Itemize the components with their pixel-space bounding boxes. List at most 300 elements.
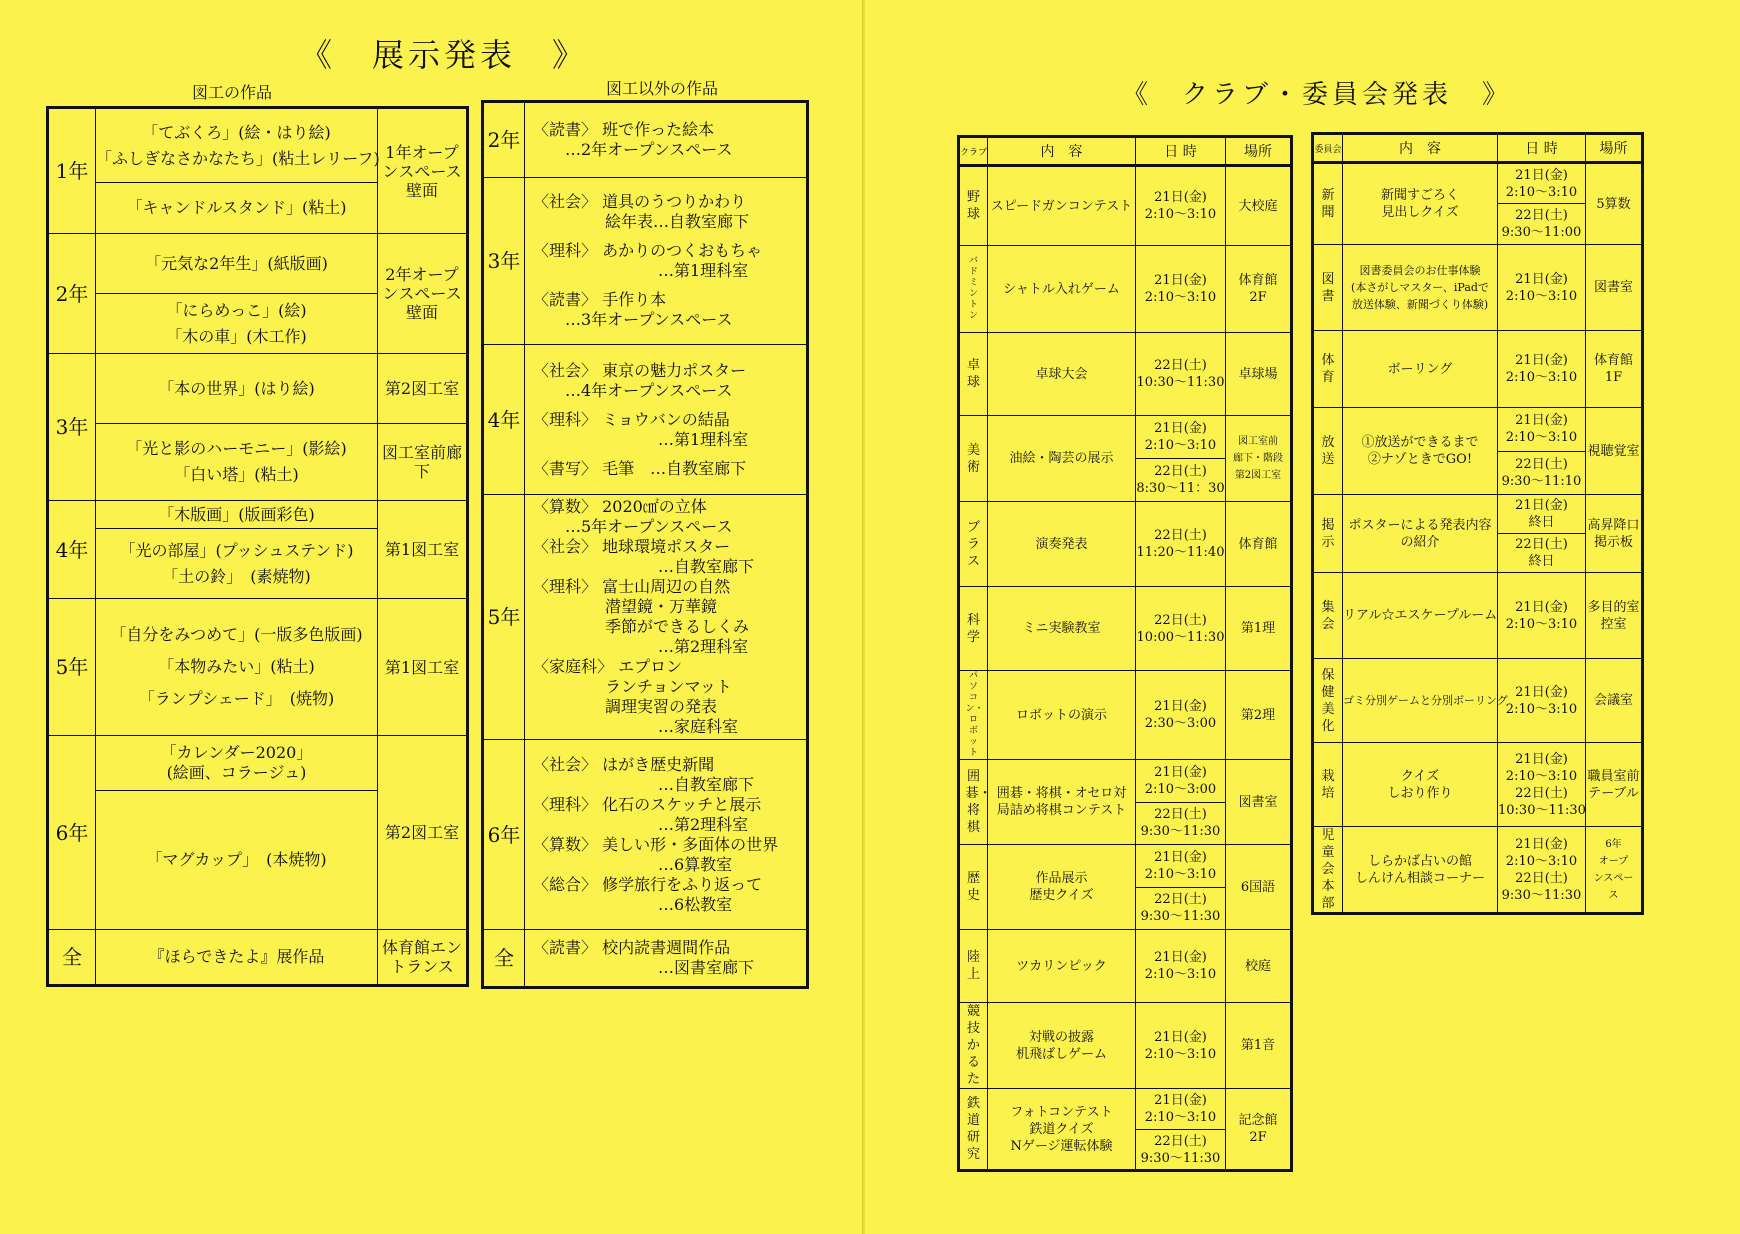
grade-label: 3 xyxy=(487,249,501,273)
content-line: 鉄道クイズ xyxy=(1029,1121,1094,1137)
place-line: 卓球場 xyxy=(1238,366,1278,382)
subject-line: 〈社会〉 はがき歴史新聞 xyxy=(533,754,715,774)
work-title: 「木版画」(版画彩色) xyxy=(158,504,315,524)
place-label: スペース xyxy=(398,161,462,181)
place-cell xyxy=(378,501,468,599)
date-line: 9:30～11:30 xyxy=(1140,1150,1221,1166)
date-cell xyxy=(1498,451,1586,495)
content-line: ポスターによる発表内容 xyxy=(1348,517,1492,533)
group-name-cell xyxy=(959,1003,988,1089)
club-row xyxy=(959,1089,1292,1130)
place-line: 体育館 xyxy=(1593,353,1633,368)
group-name-cell xyxy=(959,587,988,671)
content-cell xyxy=(1343,408,1498,495)
subject-line: 〈読書〉 校内読書週間作品 xyxy=(533,938,731,957)
subject-line: …第2理科室 xyxy=(658,814,749,834)
date-line: 21日(金) xyxy=(1154,273,1207,288)
subject-line: 〈社会〉 道具のうつりかわり xyxy=(533,192,747,211)
work-cell xyxy=(96,108,378,183)
group-name-cell xyxy=(959,333,988,416)
committee-row xyxy=(1313,827,1643,914)
grade-cell xyxy=(48,930,96,986)
club-row xyxy=(959,760,1292,803)
group-name: 卓球 xyxy=(966,358,980,390)
work-title: (絵画、コラージュ) xyxy=(166,763,307,782)
date-line: 2:10～3:10 xyxy=(1505,853,1578,869)
place-label: 第2図工室 xyxy=(384,823,460,842)
work-cell xyxy=(96,791,378,930)
place-cell xyxy=(1586,573,1643,659)
left-page xyxy=(0,0,862,1234)
content-line: しんけん相談コーナー xyxy=(1354,870,1485,886)
date-cell xyxy=(1136,166,1226,246)
date-line: 21日(金) xyxy=(1515,684,1568,700)
content-cell xyxy=(988,930,1136,1003)
place-line: ンスペー xyxy=(1593,872,1634,884)
place-label: スペース xyxy=(398,284,462,303)
club-row xyxy=(959,166,1292,246)
date-cell xyxy=(1498,659,1586,743)
date-line: 2:10～3:10 xyxy=(1505,701,1578,717)
content-cell xyxy=(988,587,1136,671)
date-cell xyxy=(1136,333,1226,416)
content-cell xyxy=(1343,163,1498,245)
place-line: 廊下・階段 xyxy=(1233,453,1283,464)
date-cell xyxy=(1136,1003,1226,1089)
grade-label: 年 xyxy=(500,407,521,432)
subject-line: 〈社会〉 地球環境ポスター xyxy=(533,537,731,556)
committee-row xyxy=(1313,659,1643,743)
work-cell xyxy=(96,501,378,529)
content-line: 卓球大会 xyxy=(1035,366,1088,382)
work-cell xyxy=(96,736,378,791)
group-name-cell xyxy=(959,246,988,333)
club-row xyxy=(959,333,1292,416)
place-cell xyxy=(378,736,468,930)
place-line: テーブル xyxy=(1588,785,1639,801)
club-row xyxy=(959,416,1292,459)
group-name: 児童会本部 xyxy=(1321,828,1335,911)
club-committee-title: 《 クラブ・委員会発表 》 xyxy=(1122,80,1513,110)
subject-cell xyxy=(525,345,808,495)
date-line: 21日(金) xyxy=(1515,271,1568,287)
content-line: の紹介 xyxy=(1400,534,1440,550)
subject-cell xyxy=(525,740,808,930)
committee-row xyxy=(1313,408,1643,452)
grade-label: 年 xyxy=(68,159,89,183)
grade-label: 1 xyxy=(55,159,69,183)
content-line: ミニ実験教室 xyxy=(1022,621,1101,636)
date-line: 21日(金) xyxy=(1515,599,1568,615)
subject-line: 絵年表…自教室廊下 xyxy=(605,212,750,231)
group-name: 鉄道研究 xyxy=(966,1096,980,1162)
grade-label: 3 xyxy=(55,415,69,439)
date-line: 2:10～3:10 xyxy=(1144,967,1217,982)
date-line: 22日(土) xyxy=(1154,358,1207,373)
content-line: スピードガンコンテスト xyxy=(990,198,1133,214)
grade-cell xyxy=(48,599,96,736)
place-label: 壁面 xyxy=(405,303,438,322)
place-cell xyxy=(378,424,468,501)
place-cell xyxy=(1586,827,1643,914)
place-line: 図書室 xyxy=(1593,280,1633,295)
date-line: 10:00～11:30 xyxy=(1136,629,1225,645)
club-row xyxy=(959,671,1292,760)
group-name-cell xyxy=(959,166,988,246)
date-line: 2:10～3:10 xyxy=(1144,438,1217,453)
content-line: しらかば占いの館 xyxy=(1367,853,1472,869)
place-col-header: 場所 xyxy=(1586,134,1643,163)
place-line: 視聴覚室 xyxy=(1587,443,1640,459)
work-title: 「白い塔」(粘土) xyxy=(174,465,299,484)
group-name: 囲碁・将棋 xyxy=(965,769,992,835)
art-row xyxy=(48,108,468,183)
group-name: 野球 xyxy=(966,190,980,222)
group-name: 掲示 xyxy=(1321,517,1335,550)
date-cell xyxy=(1498,163,1586,204)
place-line: 図書室 xyxy=(1238,794,1278,810)
content-line: フォトコンテスト xyxy=(1010,1104,1113,1120)
subject-line xyxy=(533,450,806,459)
place-label: 第2図工室 xyxy=(384,379,460,398)
work-cell xyxy=(96,354,378,424)
group-name-cell xyxy=(1313,659,1343,743)
place-line: 体育館 xyxy=(1238,273,1278,288)
content-line: クイズ xyxy=(1400,768,1440,784)
content-line: ①放送ができるまで xyxy=(1361,435,1479,450)
group-name-cell xyxy=(959,502,988,587)
content-cell xyxy=(988,671,1136,760)
club-row xyxy=(959,845,1292,888)
subject-line xyxy=(533,232,806,241)
place-label: 第1図工室 xyxy=(384,657,460,677)
date-line: 2:10～3:10 xyxy=(1144,1046,1217,1062)
place-cell xyxy=(1226,1089,1292,1171)
work-cell xyxy=(96,234,378,294)
art-row xyxy=(48,736,468,791)
content-line: しおり作り xyxy=(1387,785,1453,801)
work-cell xyxy=(96,424,378,501)
group-name-cell xyxy=(1313,408,1343,495)
date-cell xyxy=(1498,827,1586,914)
place-label: 壁面 xyxy=(405,180,438,200)
committee-table xyxy=(1311,132,1644,915)
grade-label: 4 xyxy=(55,537,69,562)
content-cell xyxy=(988,246,1136,333)
content-cell xyxy=(1343,495,1498,573)
place-label: 第1図工室 xyxy=(384,540,460,559)
content-cell xyxy=(988,760,1136,845)
group-name-cell xyxy=(1313,245,1343,331)
date-line: 9:30～11:00 xyxy=(1501,225,1582,240)
grade-label: 6 xyxy=(487,822,501,847)
grade-cell xyxy=(48,108,96,234)
place-line: 職員室前 xyxy=(1587,768,1640,784)
content-line: ロボットの演示 xyxy=(1015,707,1107,723)
date-line: 21日(金) xyxy=(1154,1029,1207,1045)
place-line: 多目的室 xyxy=(1587,599,1640,615)
work-title: 「ふしぎなさかなたち」(粘土レリーフ) xyxy=(96,148,380,168)
subject-line: 〈社会〉 東京の魅力ポスター xyxy=(533,360,747,380)
place-cell xyxy=(1226,760,1292,845)
subject-cell xyxy=(525,102,808,178)
subject-line: 季節ができるしくみ xyxy=(605,617,750,636)
grade-cell xyxy=(483,930,525,988)
content-line: 作品展示 xyxy=(1035,871,1088,886)
grade-label: 5 xyxy=(487,605,501,629)
date-cell xyxy=(1498,245,1586,331)
subject-line: 〈書写〉 毛筆 …自教室廊下 xyxy=(533,458,747,478)
subject-line xyxy=(533,281,806,290)
place-line: 第1理 xyxy=(1240,621,1276,636)
grade-cell xyxy=(483,495,525,740)
subject-line: ランチョンマット xyxy=(605,677,732,696)
club-col-header: クラブ xyxy=(959,137,988,166)
group-name-cell xyxy=(1313,495,1343,573)
date-cell xyxy=(1498,408,1586,452)
subject-line: …6松教室 xyxy=(658,894,733,914)
date-line: 2:30～3:00 xyxy=(1144,716,1217,731)
date-line: 2:10～3:10 xyxy=(1505,370,1578,385)
date-line: 22日(土) xyxy=(1515,785,1568,801)
place-cell xyxy=(378,930,468,986)
grade-cell xyxy=(48,234,96,354)
date-line: 21日(金) xyxy=(1515,353,1568,368)
content-line: ②ナゾときでGO! xyxy=(1367,452,1473,467)
grade-label: 4 xyxy=(487,407,501,432)
subject-cell xyxy=(525,495,808,740)
content-col-header: 内 容 xyxy=(988,137,1136,166)
date-cell xyxy=(1136,887,1226,930)
art-works-table xyxy=(46,106,469,987)
date-line: 21日(金) xyxy=(1515,836,1568,852)
place-line: 体育館 xyxy=(1238,536,1278,552)
grade-label: 年 xyxy=(68,820,89,845)
content-cell xyxy=(1343,743,1498,827)
place-line: 図工室前 xyxy=(1238,436,1278,447)
subject-line: 〈読書〉 手作り本 xyxy=(533,290,667,309)
date-cell xyxy=(1498,743,1586,827)
place-cell xyxy=(1586,163,1643,245)
place-cell xyxy=(1586,331,1643,408)
subject-line: 調理実習の発表 xyxy=(605,697,718,716)
group-name: 科学 xyxy=(966,612,980,645)
date-line: 21日(金) xyxy=(1154,950,1207,965)
subject-line: …4年オープンスペース xyxy=(565,380,733,400)
subject-line: 〈総合〉 修学旅行をふり返って xyxy=(533,874,763,894)
art-row xyxy=(48,424,468,501)
date-line: 21日(金) xyxy=(1154,849,1207,865)
subject-line: …第1理科室 xyxy=(658,429,749,449)
subject-line: …6算教室 xyxy=(658,854,733,874)
group-name-cell xyxy=(959,760,992,845)
date-cell xyxy=(1136,459,1226,502)
grade-label: 年 xyxy=(500,822,521,847)
place-cell xyxy=(378,354,468,424)
place-cell xyxy=(1226,1003,1292,1089)
date-line: 21日(金) xyxy=(1154,421,1207,436)
group-name-cell xyxy=(959,671,988,760)
subject-line: …2年オープンスペース xyxy=(565,140,733,159)
grade-label: 年 xyxy=(68,537,89,562)
content-line: 放送体験、新聞づくり体験) xyxy=(1351,298,1489,311)
content-line: ツカリンピック xyxy=(1016,958,1107,974)
content-line: シャトル入れゲーム xyxy=(1003,281,1120,297)
subject-line: 〈理科〉 富士山周辺の自然 xyxy=(533,577,731,596)
date-line: 2:10～3:10 xyxy=(1505,184,1578,200)
club-row xyxy=(959,1003,1292,1089)
date-line: 21日(金) xyxy=(1515,498,1568,513)
other-row xyxy=(483,495,808,740)
content-cell xyxy=(988,416,1136,502)
date-cell xyxy=(1498,331,1586,408)
place-cell xyxy=(1226,333,1292,416)
date-line: 22日(土) xyxy=(1154,807,1207,823)
date-cell xyxy=(1498,573,1586,659)
content-cell xyxy=(1343,659,1508,743)
art-row xyxy=(48,599,468,736)
grade-cell xyxy=(483,740,525,930)
subject-line: 〈算数〉 美しい形・多面体の世界 xyxy=(533,834,779,854)
grade-label: 全 xyxy=(62,945,82,969)
subject-line: …家庭科室 xyxy=(658,717,739,736)
group-name-cell xyxy=(1313,743,1343,827)
date-line: 2:10～3:10 xyxy=(1505,768,1578,784)
subject-line: 〈理科〉 あかりのつくおもちゃ xyxy=(533,241,763,260)
content-line: 囲碁・将棋・オセロ対 xyxy=(996,786,1127,801)
date-line: 21日(金) xyxy=(1154,699,1207,714)
grade-label: 年 xyxy=(68,415,89,439)
date-line: 22日(土) xyxy=(1515,870,1568,886)
content-line: 図書委員会のお仕事体験 xyxy=(1359,264,1481,277)
date-cell xyxy=(1136,671,1226,760)
date-cell xyxy=(1136,1130,1226,1171)
other-row xyxy=(483,740,808,930)
grade-label: 年 xyxy=(500,249,521,273)
work-title: 「本の世界」(はり絵) xyxy=(158,378,315,398)
group-name-cell xyxy=(959,416,988,502)
group-name: 体育 xyxy=(1321,353,1335,385)
date-line: 21日(金) xyxy=(1154,190,1207,205)
content-line: 演奏発表 xyxy=(1035,536,1088,552)
date-line: 2:10～3:10 xyxy=(1505,288,1578,304)
date-line: 21日(金) xyxy=(1154,1093,1207,1108)
place-cell xyxy=(1226,416,1292,502)
place-col-header: 場所 xyxy=(1226,137,1292,166)
work-title: 「自分をみつめて」(一版多色版画) xyxy=(110,625,363,644)
grade-label: 年 xyxy=(68,655,89,679)
grade-label: 2 xyxy=(55,281,69,306)
place-line: 第1音 xyxy=(1240,1038,1276,1053)
place-cell xyxy=(1586,743,1643,827)
place-label: 図工室前 xyxy=(381,443,446,462)
place-line: 6年 xyxy=(1605,838,1622,850)
place-cell xyxy=(1586,245,1643,331)
content-line: 机飛ばしゲーム xyxy=(1015,1046,1107,1062)
content-cell xyxy=(988,502,1136,587)
date-cell xyxy=(1136,845,1226,888)
work-cell xyxy=(96,529,378,599)
date-cell xyxy=(1136,502,1226,587)
subject-line: 〈理科〉 ミョウバンの結晶 xyxy=(533,409,730,429)
committee-row xyxy=(1313,743,1643,827)
date-cell xyxy=(1136,760,1226,803)
grade-cell xyxy=(48,354,96,501)
other-row xyxy=(483,930,808,988)
group-name-cell xyxy=(959,930,988,1003)
art-row xyxy=(48,501,468,529)
other-works-table xyxy=(481,100,809,989)
subject-line: …自教室廊下 xyxy=(658,557,755,576)
date-line: 22日(土) xyxy=(1154,464,1207,479)
content-cell xyxy=(988,845,1136,930)
committee-row xyxy=(1313,495,1643,534)
date-line: 22日(土) xyxy=(1154,612,1207,628)
place-cell xyxy=(1226,502,1292,587)
date-cell xyxy=(1136,587,1226,671)
work-title: 「光と影のハーモニー」(影絵) xyxy=(126,439,347,458)
content-line: 新聞すごろく xyxy=(1380,188,1459,203)
content-col-header: 内 容 xyxy=(1343,134,1498,163)
grade-cell xyxy=(48,501,96,599)
place-line: 第2図工室 xyxy=(1234,470,1282,481)
place-cell xyxy=(1586,408,1643,495)
group-name: 図書 xyxy=(1321,271,1335,304)
place-cell xyxy=(1226,246,1292,333)
place-line: オープ xyxy=(1598,855,1629,867)
group-name-cell xyxy=(1313,827,1343,914)
work-title: 「元気な2年生」(紙版画) xyxy=(145,253,328,273)
date-col-header: 日 時 xyxy=(1136,137,1226,166)
subject-line: 潜望鏡・万華鏡 xyxy=(605,597,718,616)
other-works-caption: 図工以外の作品 xyxy=(606,79,719,98)
other-row xyxy=(483,102,808,178)
place-cell xyxy=(1586,495,1643,573)
date-line: 11:20～11:40 xyxy=(1136,545,1225,560)
work-title: 「キャンドルスタンド」(粘土) xyxy=(126,198,347,217)
place-cell xyxy=(378,108,468,234)
date-line: 終日 xyxy=(1528,554,1555,569)
group-name: 新聞 xyxy=(1321,188,1335,220)
date-cell xyxy=(1136,1089,1226,1130)
club-row xyxy=(959,930,1292,1003)
right-page xyxy=(862,0,1740,1234)
committee-row xyxy=(1313,573,1643,659)
subject-line: 〈読書〉 班で作った絵本 xyxy=(533,120,715,139)
place-label: 廊下 xyxy=(413,443,463,481)
group-name-cell xyxy=(1313,573,1343,659)
date-line: 2:10～3:10 xyxy=(1144,207,1217,222)
subject-line xyxy=(533,401,806,410)
date-line: 2:10～3:10 xyxy=(1505,430,1578,446)
work-title: 「ランプシェード」 (焼物) xyxy=(138,689,335,708)
place-cell xyxy=(1226,166,1292,246)
date-cell xyxy=(1136,930,1226,1003)
club-row xyxy=(959,502,1292,587)
date-line: 22日(土) xyxy=(1154,892,1207,908)
group-name: 保健美化 xyxy=(1321,667,1335,734)
group-name-cell xyxy=(1313,163,1343,245)
group-name: 栽培 xyxy=(1321,768,1335,801)
date-line: 22日(土) xyxy=(1515,208,1568,223)
date-cell xyxy=(1498,204,1586,245)
date-line: 終日 xyxy=(1528,515,1555,530)
content-cell xyxy=(1343,827,1498,914)
work-title: 「木の車」(木工作) xyxy=(166,326,307,346)
club-table xyxy=(957,135,1293,1172)
grade-label: 6 xyxy=(55,820,69,845)
place-label: エントランス xyxy=(390,938,463,976)
